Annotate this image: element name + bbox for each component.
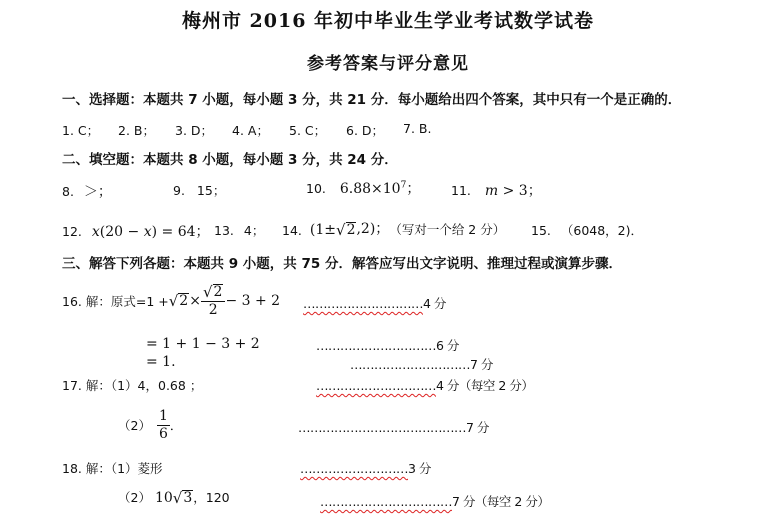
q16-tail: − 3 + 2 bbox=[225, 293, 281, 309]
q14-note: （写对一个给 2 分） bbox=[389, 222, 506, 237]
q15-number: 15. bbox=[531, 223, 551, 238]
page-subtitle: 参考答案与评分意见 bbox=[307, 54, 469, 74]
q17-line2 bbox=[118, 404, 182, 446]
section2-heading: 二、填空题：本题共 8 小题，每小题 3 分，共 24 分． bbox=[62, 152, 398, 168]
q15 bbox=[531, 221, 643, 239]
q16-score-2 bbox=[316, 336, 459, 354]
q18-part2: （2） bbox=[118, 490, 151, 505]
q17-part2: （2） bbox=[118, 418, 151, 433]
q18-score-2 bbox=[320, 492, 549, 510]
leader-dots: ………………………… bbox=[316, 378, 436, 393]
section1-heading: 一、选择题：本题共 7 小题，每小题 3 分，共 21 分．每小题给出四个答案，其中只有一个是正确的． bbox=[62, 92, 682, 108]
q16-score-3 bbox=[350, 355, 493, 373]
q11-variable: m bbox=[484, 183, 499, 199]
q18-line2 bbox=[118, 488, 230, 506]
q10-base: 6.88×10 bbox=[339, 181, 401, 197]
q16-line2: = 1 + 1 − 3 + 2 bbox=[146, 336, 260, 352]
q12 bbox=[62, 221, 210, 241]
sqrt-symbol: √ bbox=[168, 292, 179, 311]
q18-line1: 18. 解：（1）菱形 bbox=[62, 461, 163, 476]
q12-end: ) = 64； bbox=[151, 224, 210, 240]
q10 bbox=[306, 178, 420, 198]
q12-var1: x bbox=[91, 224, 100, 240]
score: 3 分 bbox=[408, 461, 431, 476]
leader-dots: ………………………… bbox=[350, 357, 470, 372]
q8-number: 8. bbox=[62, 184, 74, 199]
leader-dots: ………………………… bbox=[316, 338, 436, 353]
q18-rest: ，120 bbox=[193, 490, 230, 505]
leader-dots: ……………………… bbox=[300, 461, 408, 476]
q16-frac-numerator: 2 bbox=[213, 283, 223, 300]
q18-coefficient: 10 bbox=[154, 490, 173, 506]
score: 7 分（每空 2 分） bbox=[452, 494, 550, 509]
answer-4: 4. A； bbox=[232, 123, 269, 138]
leader-dots: ………………………… bbox=[303, 296, 423, 311]
q18-radicand: 3 bbox=[183, 489, 193, 506]
q14-radicand: 2 bbox=[346, 221, 356, 238]
answer-2: 2. B； bbox=[118, 123, 155, 138]
q16-label: 16. 解：原式=1 + bbox=[62, 294, 169, 309]
q16-line1 bbox=[62, 280, 280, 322]
q12-answer bbox=[92, 224, 210, 240]
q10-answer bbox=[340, 181, 420, 197]
q9 bbox=[173, 181, 225, 199]
q12-var2: x bbox=[143, 224, 152, 240]
sqrt-symbol: √ bbox=[202, 283, 213, 302]
q13-number: 13. bbox=[214, 223, 234, 238]
q17-line1: 17. 解：（1）4，0.68 ； bbox=[62, 378, 203, 393]
score: 4 分 bbox=[423, 296, 446, 311]
q16-radicand: 2 bbox=[179, 292, 189, 309]
score: 4 分（每空 2 分） bbox=[436, 378, 534, 393]
q16-sqrt bbox=[169, 293, 189, 309]
q8-answer: ＞； bbox=[83, 184, 112, 200]
q17-period: ． bbox=[169, 418, 183, 433]
score: 7 分 bbox=[470, 357, 493, 372]
q11-answer bbox=[485, 183, 542, 199]
q14-number: 14. bbox=[282, 223, 302, 238]
section3-heading: 三、解答下列各题：本题共 9 小题，共 75 分．解答应写出文字说明、推理过程或演算步骤． bbox=[62, 256, 622, 272]
q16-fraction bbox=[201, 284, 225, 319]
q18-score-1 bbox=[300, 459, 431, 477]
q17-denominator: 6 bbox=[158, 425, 168, 442]
q16-frac-denominator: 2 bbox=[208, 302, 218, 319]
page-title: 梅州市 2016 年初中毕业生学业考试数学试卷 bbox=[181, 10, 595, 32]
q15-answer: （6048，2)． bbox=[560, 223, 644, 238]
q11-rest: > 3； bbox=[498, 183, 542, 199]
score: 7 分 bbox=[466, 420, 489, 435]
score: 6 分 bbox=[436, 338, 459, 353]
leader-dots: …………………………… bbox=[320, 494, 452, 509]
q10-end: ； bbox=[406, 181, 421, 197]
answer-1: 1. C； bbox=[62, 123, 100, 138]
answer-6: 6. D； bbox=[346, 123, 385, 138]
q16-times: × bbox=[189, 293, 201, 309]
answer-5: 5. C； bbox=[289, 123, 327, 138]
q11 bbox=[451, 180, 542, 200]
q9-number: 9. bbox=[173, 183, 185, 198]
q16-line3: = 1. bbox=[146, 354, 176, 370]
answer-3: 3. D； bbox=[175, 123, 214, 138]
q12-mid: (20 − bbox=[99, 224, 144, 240]
section1-answers bbox=[62, 121, 431, 139]
q17-score-2 bbox=[298, 418, 489, 436]
q14-pre: (1± bbox=[309, 222, 336, 238]
sqrt-symbol: √ bbox=[172, 489, 183, 507]
sqrt-symbol: √ bbox=[336, 221, 346, 239]
q13-answer: 4； bbox=[243, 223, 265, 238]
q16-score-1 bbox=[303, 294, 446, 312]
q13 bbox=[214, 221, 264, 239]
q18-sqrt bbox=[173, 490, 193, 506]
q17-fraction bbox=[157, 408, 170, 441]
q14 bbox=[282, 218, 505, 238]
answer-7: 7. B. bbox=[403, 121, 432, 136]
q10-number: 10. bbox=[306, 181, 326, 196]
q8 bbox=[62, 181, 112, 201]
q9-answer: 15； bbox=[196, 183, 226, 198]
q11-number: 11. bbox=[451, 183, 471, 198]
q14-sqrt bbox=[336, 222, 356, 238]
leader-dots: …………………………………… bbox=[298, 420, 466, 435]
q10-exponent: 7 bbox=[400, 180, 407, 191]
q17-score-1 bbox=[316, 376, 533, 394]
q17-numerator: 1 bbox=[158, 408, 168, 425]
q14-post: ,2)； bbox=[356, 221, 390, 237]
q12-number: 12. bbox=[62, 224, 82, 239]
